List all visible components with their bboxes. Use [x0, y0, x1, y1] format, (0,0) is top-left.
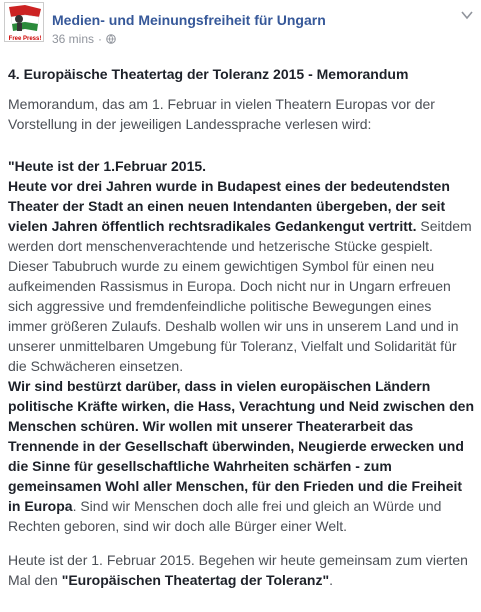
memorandum-text-2: . Sind wir Menschen doch alle frei und gleich an Würde und Rechten geboren, sind wir doch alle Bürger einer Welt. — [8, 498, 442, 534]
avatar-text: Free Press! — [8, 36, 42, 42]
outro-end: . — [329, 572, 334, 588]
memorandum-paragraph — [8, 156, 474, 536]
chevron-down-icon[interactable] — [461, 10, 473, 20]
memorandum-bold-sentence-2: Wir sind bestürzt darüber, dass in vielen europäischen Ländern politische Kräfte wirken, die Hass, Verachtung und Neid zwischen den Menschen schüren. Wir wollen mit unserer Theaterarbeit das Trennende in der Gesellschaft überwinden, Neugierde erwecken und die Sinne für gesellschaftliche Wahrheiten schärfen - zum gemeinsamen Wohl aller Menschen, für den Frieden und die Freiheit in Europa — [8, 378, 474, 514]
post-meta — [52, 32, 116, 46]
page-avatar[interactable] — [4, 2, 44, 42]
post-time[interactable]: 36 mins — [52, 32, 95, 46]
outro-event-name: "Europäischen Theatertag der Toleranz" — [61, 572, 330, 588]
globe-icon[interactable] — [106, 34, 116, 44]
outro-text: Heute ist der 1. Februar 2015. Begehen wir heute gemeinsam zum vierten Mal den — [8, 552, 468, 588]
intro-paragraph: Memorandum, das am 1. Februar in vielen Theatern Europas vor der Vorstellung in der jeweiligen Landessprache verlesen wird: — [8, 96, 435, 132]
post-title: 4. Europäische Theatertag der Toleranz 2015 - Memorandum — [8, 66, 409, 82]
memorandum-text-1: Seitdem werden dort menschenverachtende und hetzerische Stücke gespielt. Dieser Tabubruch wurde zu einem gewichtigen Symbol für einen neu aufkeimenden Rassismus in Europa. Doch nicht nur in Ungarn erfreuen sich aggressive und fremdenfeindliche politische Bewegungen eines immer größeren Zulaufs. Deshalb wollen wir uns in unserem Land und in unserer unmittelbaren Umgebung für Toleranz, Vielfalt und Solidarität für die Schwächeren einsetzen. — [8, 218, 472, 374]
post-header — [0, 0, 481, 52]
page-name-link[interactable]: Medien- und Meinungsfreiheit für Ungarn — [52, 12, 326, 28]
meta-separator: · — [98, 32, 103, 46]
memorandum-bold-sentence-1: Heute vor drei Jahren wurde in Budapest eines der bedeutendsten Theater der Stadt an einen neuen Intendanten übergeben, der seit vielen Jahren öffentlich rechtsradikales Gedankengut vertritt. — [8, 178, 450, 234]
post-content — [8, 64, 474, 588]
avatar-flag-icon — [5, 3, 44, 42]
memorandum-date-line: "Heute ist der 1.Februar 2015. — [8, 158, 207, 174]
outro-paragraph — [8, 550, 474, 590]
